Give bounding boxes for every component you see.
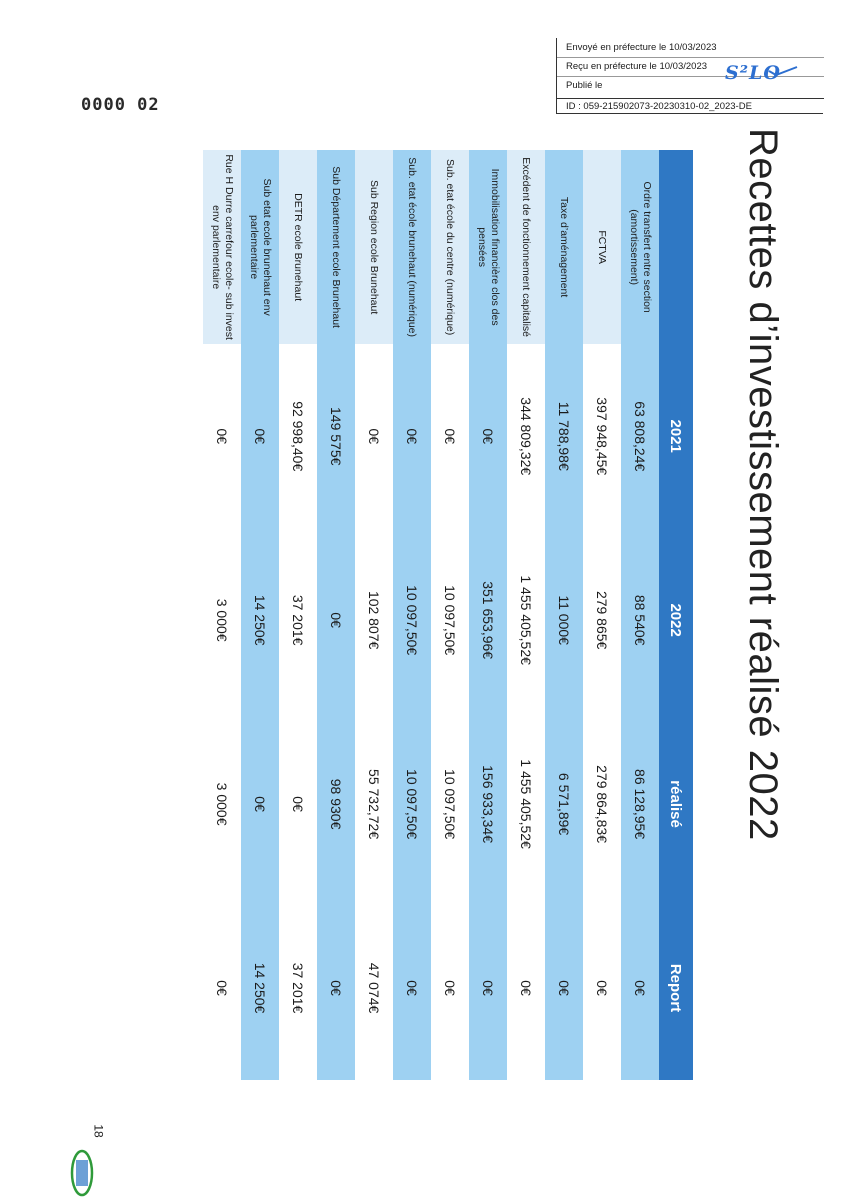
cell-realise: 86 128,95€ — [621, 712, 659, 896]
cell-report: 0€ — [621, 896, 659, 1080]
cell-report: 0€ — [545, 896, 583, 1080]
cell-2021: 0€ — [241, 344, 279, 528]
header-cell-report: Report — [659, 896, 693, 1080]
stamp-divider — [557, 57, 824, 58]
cell-report: 14 250€ — [241, 896, 279, 1080]
row-label: Sub etat ecole brunehaut env parlementaire — [241, 150, 279, 344]
table-row — [431, 150, 469, 1080]
row-label: Sub. etat école du centre (numérique) — [431, 150, 469, 344]
page-title: Recettes d’investissement réalisé 2022 — [741, 128, 785, 841]
cell-report: 0€ — [469, 896, 507, 1080]
document-number-stamp: 0000 02 — [81, 95, 160, 115]
cell-realise: 156 933,34€ — [469, 712, 507, 896]
town-logo-icon — [70, 1148, 94, 1198]
cell-realise: 6 571,89€ — [545, 712, 583, 896]
cell-2021: 0€ — [469, 344, 507, 528]
header-cell — [659, 150, 693, 344]
header-cell-2021: 2021 — [659, 344, 693, 528]
stamp-divider — [557, 76, 824, 77]
cell-realise: 1 455 405,52€ — [507, 712, 545, 896]
row-label: Sub Département ecole Brunehaut — [317, 150, 355, 344]
cell-2022: 351 653,96€ — [469, 528, 507, 712]
investment-revenue-table — [203, 150, 693, 1080]
cell-realise: 10 097,50€ — [431, 712, 469, 896]
cell-realise: 0€ — [279, 712, 317, 896]
header-cell-realise: réalisé — [659, 712, 693, 896]
checkmark-icon — [768, 66, 798, 76]
cell-report: 0€ — [317, 896, 355, 1080]
stamp-sent: Envoyé en préfecture le 10/03/2023 — [566, 42, 717, 53]
cell-2022: 37 201€ — [279, 528, 317, 712]
row-label: DETR ecole Brunehaut — [279, 150, 317, 344]
cell-2022: 1 455 405,52€ — [507, 528, 545, 712]
cell-2021: 149 575€ — [317, 344, 355, 528]
cell-2022: 10 097,50€ — [393, 528, 431, 712]
cell-2022: 102 807€ — [355, 528, 393, 712]
page-number: 18 — [91, 1124, 106, 1138]
table-row — [507, 150, 545, 1080]
table-header-row — [659, 150, 693, 1080]
cell-realise: 0€ — [241, 712, 279, 896]
table-row — [621, 150, 659, 1080]
cell-2022: 11 000€ — [545, 528, 583, 712]
table-row — [469, 150, 507, 1080]
cell-2022: 14 250€ — [241, 528, 279, 712]
cell-2021: 92 998,40€ — [279, 344, 317, 528]
row-label: Sub. etat école brunehaut (numérique) — [393, 150, 431, 344]
table-row — [317, 150, 355, 1080]
table-row — [279, 150, 317, 1080]
row-label: FCTVA — [583, 150, 621, 344]
cell-realise: 55 732,72€ — [355, 712, 393, 896]
cell-2021: 63 808,24€ — [621, 344, 659, 528]
cell-2021: 0€ — [203, 344, 241, 528]
cell-realise: 279 864,83€ — [583, 712, 621, 896]
cell-2021: 0€ — [355, 344, 393, 528]
cell-report: 0€ — [431, 896, 469, 1080]
cell-2021: 11 788,98€ — [545, 344, 583, 528]
row-label: Sub Region ecole Brunehaut — [355, 150, 393, 344]
stamp-published: Publié le — [566, 80, 603, 91]
cell-2022: 3 000€ — [203, 528, 241, 712]
prefecture-stamp — [556, 38, 823, 114]
row-label: Taxe d’aménagement — [545, 150, 583, 344]
cell-report: 47 074€ — [355, 896, 393, 1080]
stamp-id: ID : 059-215902073-20230310-02_2023-DE — [557, 98, 824, 112]
cell-realise: 3 000€ — [203, 712, 241, 896]
cell-2021: 0€ — [431, 344, 469, 528]
table-row — [241, 150, 279, 1080]
cell-2021: 0€ — [393, 344, 431, 528]
row-label: Immobilisation financière clos des pensées — [469, 150, 507, 344]
cell-report: 0€ — [583, 896, 621, 1080]
table-row — [203, 150, 241, 1080]
cell-2022: 0€ — [317, 528, 355, 712]
cell-report: 0€ — [507, 896, 545, 1080]
cell-report: 0€ — [203, 896, 241, 1080]
cell-2022: 279 865€ — [583, 528, 621, 712]
row-label: Excédent de fonctionnement capitalisé — [507, 150, 545, 344]
cell-realise: 98 930€ — [317, 712, 355, 896]
cell-2022: 10 097,50€ — [431, 528, 469, 712]
cell-realise: 10 097,50€ — [393, 712, 431, 896]
table-row — [545, 150, 583, 1080]
rotated-content — [98, 128, 785, 1148]
table-row — [583, 150, 621, 1080]
row-label: Rue H Durre carrefour ecole- sub invest env parlementaire — [203, 150, 241, 344]
cell-2021: 397 948,45€ — [583, 344, 621, 528]
cell-2022: 88 540€ — [621, 528, 659, 712]
table-row — [355, 150, 393, 1080]
cell-2021: 344 809,32€ — [507, 344, 545, 528]
table-row — [393, 150, 431, 1080]
stamp-received: Reçu en préfecture le 10/03/2023 — [566, 61, 708, 72]
header-cell-2022: 2022 — [659, 528, 693, 712]
row-label: Ordre transfert entre section (amortissement) — [621, 150, 659, 344]
cell-report: 0€ — [393, 896, 431, 1080]
cell-report: 37 201€ — [279, 896, 317, 1080]
s2lo-logo: S²LO — [725, 62, 781, 84]
